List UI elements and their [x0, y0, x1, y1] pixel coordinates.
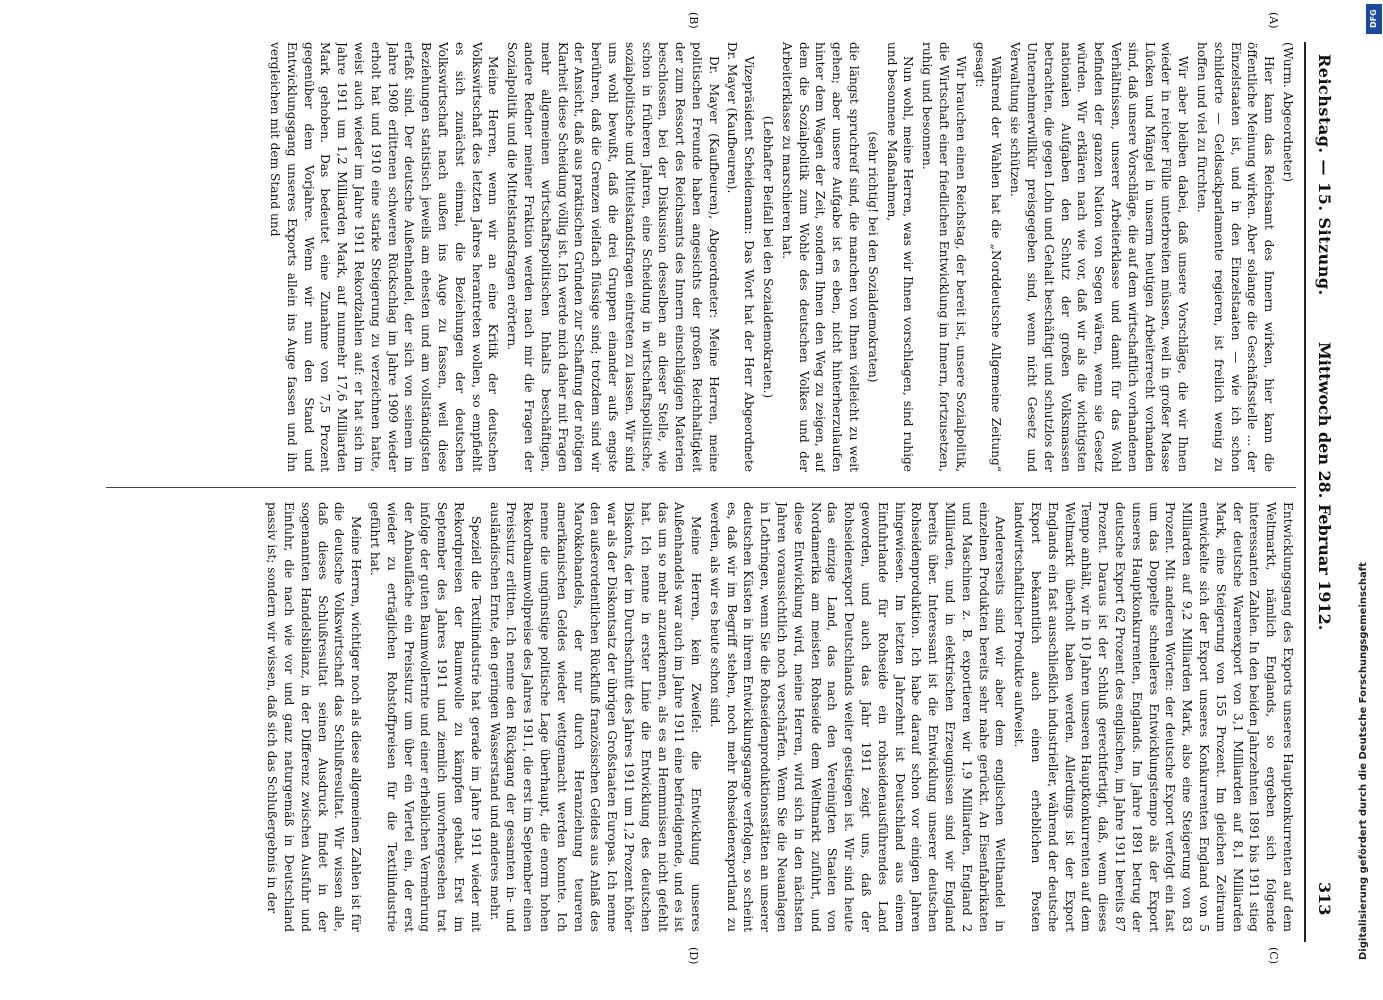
column-separator: [106, 487, 1296, 488]
interjection: (sehr richtig! bei den Sozialdemokraten): [865, 131, 880, 383]
rotated-page: [80, 12, 1340, 965]
left-column: [96, 42, 1296, 472]
right-column: [96, 502, 1296, 932]
paragraph: Meine Herren, kein Zweifel: die Entwicklung unseres Außenhandels war auch im Jahre 1911 eine befriedigende, und es ist das um so mehr anzuerkennen, als es an Hemmnissen nicht gefehlt hat. Ich nenne in erster Linie die Entwicklung des deutschen Diskonts, der im Durchschnitt des Jahres 1911 um 1,2 Prozent höher war als der Diskontsatz der übrigen Großstaaten Europas. Ich nenne den außerordentlichen Rückfluß französischen Geldes aus Anlaß des Marokkohandels, der nur durch Heranziehung teureren amerikanischen Geldes wieder wettgemacht werden konnte. Ich nenne die ungünstige politische Lage überhaupt, die enorm hohen Rekordbaumwollpreise des Jahres 1911, die erst im September einen Preissturz erlitten. Ich nenne den Rückgang der gesamten in- und ausländischen Ernte, den geringen Wasserstand und anderes mehr.: [487, 502, 704, 932]
paragraph: Dr. Mayer (Kaufbeuren), Abgeordneter: Meine Herren, meine politischen Freunde haben angesichts der großen Reichhaltigkeit der zum Ressort des Reichsamts des Innern einschlägigen Materien beschlossen, bei der Diskussion desselben an dieser Stelle, wie schon in früheren Jahren, eine Scheidung in wirtschaftspolitische, sozialpolitische und Mittelstandsfragen eintreten zu lassen. Wir sind uns wohl bewußt, daß die drei Gruppen einander aufs engste berühren, daß die Grenzen vielfach flüssige sind; trotzdem sind wir der Ansicht, daß aus praktischen Gründen zur Schaffung der nötigen Klarheit diese Scheidung völlig ist. Ich werde mich daher mit Fragen mehr allgemeinen wirtschaftspolitischen Inhalts beschäftigen, andere Redner meiner Fraktion werden nach mir die Fragen der Sozialpolitik und die Mittelstandsfragen erörtern.: [505, 42, 721, 472]
page-header: [1304, 42, 1340, 942]
paragraph: Meine Herren, wenn wir an eine Kritik der deutschen Volkswirtschaft des letzten Jahres herantreten wollen, so empfiehlt es sich zunächst einmal, die Beziehungen der deutschen Volkswirtschaft nach außen ins Auge zu fassen, weil diese Beziehungen statistisch jeweils am ehesten und am vollständigsten erfaßt sind. Der deutsche Außenhandel, der sich von seinem im Jahre 1908 erlittenen schweren Rückschlag im Jahre 1909 wieder erholt hat und 1910 eine starke Steigerung zu verzeichnen hatte, weist auch wieder im Jahre 1911 Rekordzahlen auf: er hat sich im Jahre 1911 um 1,2 Milliarden Mark, auf nunmehr 17,6 Milliarden Mark gehoben. Das bedeutet eine Zunahme von 7,5 Prozent gegenüber dem Vorjahre. Wenn wir nun den Stand und Entwicklungsgang unseres Exports allein ins Auge fassen und ihn vergleichen mit dem Stand und: [267, 42, 501, 472]
speaker-note: (Wurm. Abgeordneter): [1281, 42, 1295, 183]
paragraph: Wir aber bleiben dabei, daß unsere Vorschläge, die wir Ihnen wieder in reicher Fülle unterbreiten müssen, weil in großer Masse Lücken und Mängel in unserm heutigen Arbeiterrecht vorhanden sind, daß unsere Vorschläge, die auf dem wirtschaftlich vorhandenen Verhältnissen, unserer Arbeiterklasse und damit für das Wohl befinden der ganzen Nation von Segen wären, wenn sie Gesetz würden. Wir erklären nach wie vor, daß wir als die wichtigsten nationalen Aufgaben den Schutz der großen Volksmassen betrachten, die gegen Lohn und Gehalt beschäftigt und schutzlos der Unternehmerwillkür preisgegeben sind, wenn nicht Gesetz und Verwaltung sie schützen.: [1008, 42, 1191, 472]
margin-mark-c: (C): [1267, 947, 1280, 964]
dfg-logo: DFG: [1366, 4, 1382, 34]
paragraph: Hier kann das Reichsamt des Innern wirken, hier kann die öffentliche Meinung wirken. Aber solange die Geschäftsstelle ... der Einzelstaaten ist, und in den Einzelstaaten — wie ich schon schilderte — Geldsackparlamente regieren, ist freilich wenig zu hoffen und viel zu fürchten.: [1195, 42, 1277, 472]
paragraph: Entwicklungsgang des Exports unseres Hauptkonkurrenten auf dem Weltmarkt, nämlich Englands, so ergeben sich folgende interessanten Zahlen. In den beiden Jahrzehnten 1891 bis 1911 stieg der deutsche Warenexport von 3,1 Milliarden auf 8,1 Milliarden Mark, eine Steigerung von 155 Prozent. Im gleichen Zeitraum entwickelte sich der Export unseres Konkurrenten England von 5 Milliarden auf 9,2 Milliarden Mark, also eine Steigerung von 83 Prozent. Mit anderen Worten: der deutsche Export verfolgt ein fast um das Doppelte schnelleres Entwicklungstempo als der Export unseres Hauptkonkurrenten, Englands. Im Jahre 1891 betrug der deutsche Export 62 Prozent des englischen, im Jahre 1911 bereits 87 Prozent. Daraus ist der Schluß gerechtfertigt, daß, wenn dieses Tempo anhält, wir in 10 Jahren unseren Hauptkonkurrenten auf dem Weltmarkt überholt haben werden. Allerdings ist der Export Englands ein fast ausschließlich industrieller, während der deutsche Export bekanntlich auch einen erheblichen Posten landwirtschaftlicher Produkte aufweist.: [1012, 502, 1295, 932]
digitization-credit: Digitalisierung gefördert durch die Deutsche Forschungsgemeinschaft: [1358, 562, 1369, 960]
interjection: (Lebhafter Beifall bei den Sozialdemokraten.): [761, 115, 776, 399]
margin-mark-b: (B): [687, 12, 700, 29]
quotation: Wir brauchen einen Reichstag, der bereit ist, unsere Sozialpolitik, die Wirtschaft einer friedlichen Entwicklung im Innern, fortzusetzen, ruhig und besonnen.: [920, 42, 968, 472]
paragraph: Während der Wahlen hat die „Norddeutsche Allgemeine Zeitung“ gesagt:: [972, 42, 1004, 472]
paragraph: Nun wohl, meine Herren, was wir Ihnen vorschlagen, sind ruhige und besonnene Maßnahmen,: [884, 42, 916, 472]
paragraph: Speziell die Textilindustrie hat gerade im Jahre 1911 wieder mit Rekordpreisen der Baumwolle zu kämpfen gehabt. Erst im September des Jahres 1911 und ziemlich unvorhergesehen trat infolge der guten Baumwollernte und einer erheblichen Vermehrung der Anbaufläche ein Preissturz um über ein Viertel ein, der erst wieder zu erträglichen Rohstoffpreisen für die Textilindustrie geführt hat.: [367, 502, 483, 932]
paragraph: Andererseits sind wir aber dem englischen Welthandel in einzelnen Produkten bereits sehr nahe gerückt. An Eisenfabrikaten und Maschinen z. B. exportieren wir 1,9 Milliarden, England 2 Milliarden, und in elektrischen Erzeugnissen sind wir England bereits über. Interessant ist die Entwicklung unserer deutschen Rohseidenproduktion. Ich habe darauf schon vor einigen Jahren hingewiesen. Im letzten Jahrzehnt ist Deutschland aus einem Einfuhrlande für Rohseide ein rohseidenausführendes Land geworden, und auch das Jahr 1911 zeigt uns, daß der Rohseidenexport Deutschlands weiter gestiegen ist. Wir sind heute das einzige Land, das nach den Vereinigten Staaten von Nordamerika am meisten Rohseide dem Weltmarkt zuführt, und diese Entwicklung wird, meine Herren, wird sich in den nächsten Jahren voraussichtlich noch verschärfen. Wenn Sie die Neuanlagen in Lothringen, wenn Sie die Rohseidenproduktionsstätten an unserer deutschen Küsten in ihrem Entwicklungsgange verfolgen, so scheint es, daß wir im Begriff stehen, noch mehr Rohseidenexportland zu werden, als wir es heute schon sind.: [707, 502, 1008, 932]
page-number: 313: [1315, 882, 1334, 916]
paragraph: Meine Herren, wichtiger noch als diese allgemeinen Zahlen ist für die deutsche Volkswirtschaft das Schlußresultat. Wir wissen alle, daß dieses Schlußresultat seinen Ausdruck findet in der sogenannten Handelsbilanz, in der Differenz zwischen Ausfuhr und Einfuhr, die nach wie vor und ganz naturgemäß in Deutschland passiv ist; sondern wir wissen, daß sich das Schlußergebnis in der: [265, 502, 364, 932]
chair-statement: Vizepräsident Scheidemann: Das Wort hat der Herr Abgeordnete Dr. Mayer (Kaufbeuren).: [725, 42, 757, 472]
paragraph: die längst spruchreif sind, die manchen von Ihnen vielleicht zu weit gehen; aber unsere Aufgabe ist es eben, nicht hinterherzulaufen hinter dem Wagen der Zeit, sondern Ihnen den Weg zu zeigen, auf dem die Sozialpolitik zum Wohle des deutschen Volkes und der Arbeiterklasse zu marschieren hat.: [779, 42, 862, 472]
header-rule: [1304, 42, 1306, 942]
header-session: Reichstag. — 15. Sitzung.: [1315, 54, 1334, 296]
margin-mark-d: (D): [687, 947, 700, 965]
header-date: Mittwoch den 28. Februar 1912.: [1315, 342, 1334, 631]
margin-mark-a: (A): [1267, 12, 1280, 29]
